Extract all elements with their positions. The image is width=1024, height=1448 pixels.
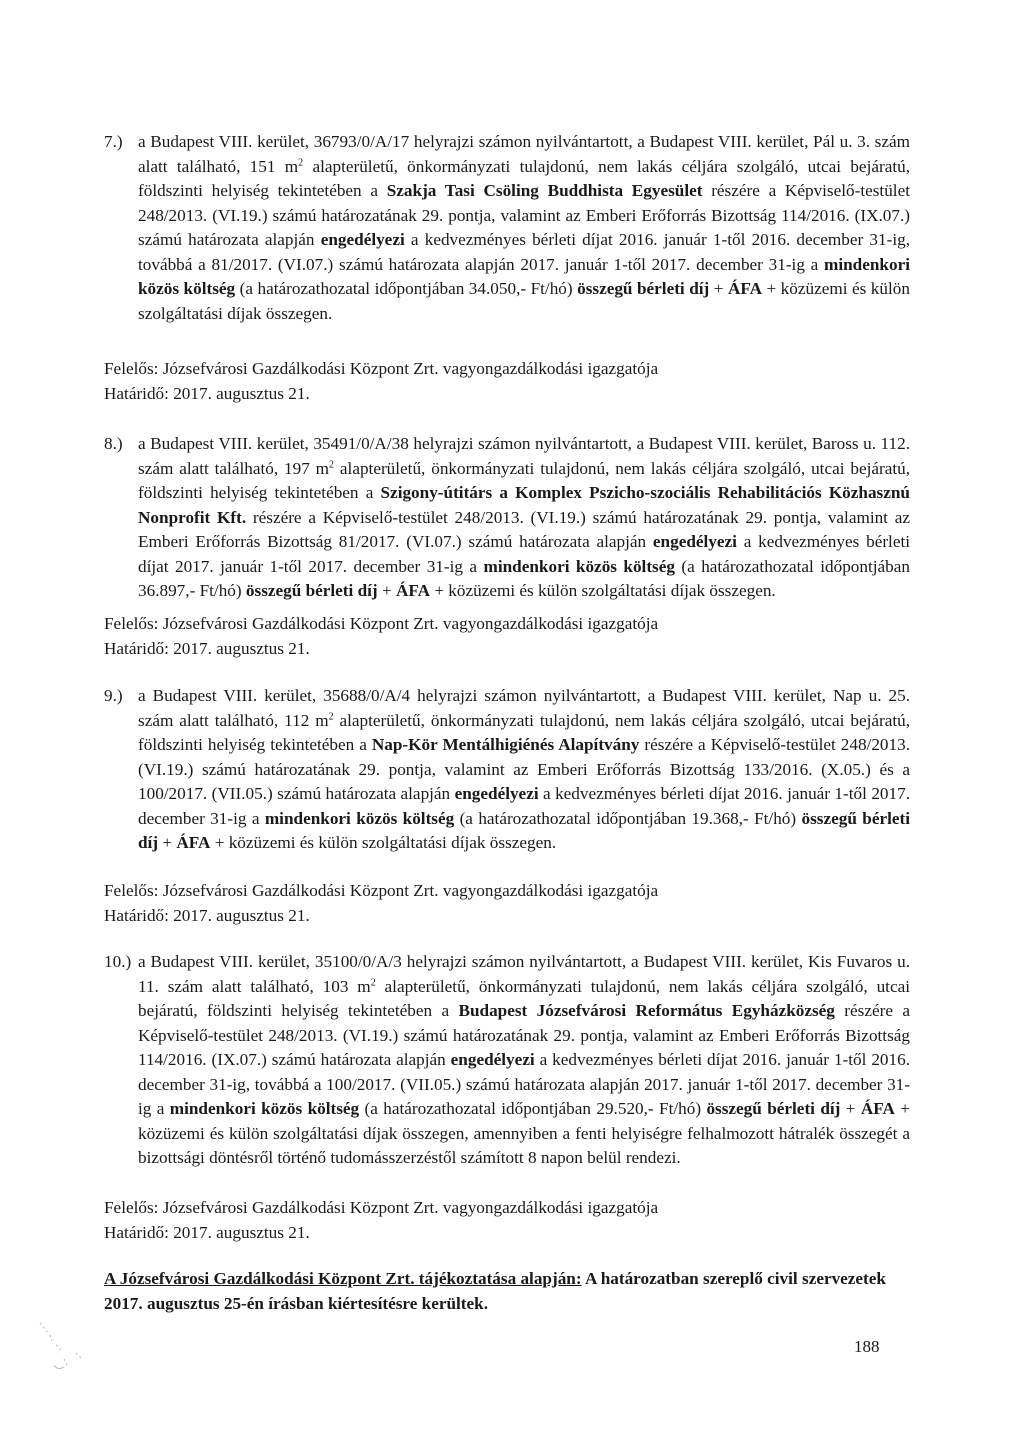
- item-number: 10.): [104, 952, 132, 971]
- text-run: a Budapest VIII. kerület, 35100/0/A/3 helyrajzi számon nyilvántartott, a Budapest VIII. kerület, Kis Fuvaros u. 11. szám alatt található, 103 m: [138, 952, 910, 996]
- bold-text-run: összegű bérleti díj: [706, 1099, 841, 1118]
- text-run: alapterületű, önkormányzati tulajdonú, nem lakás céljára szolgáló, utcai bejáratú, földszinti helyiség tekintetében a: [138, 458, 910, 502]
- item-text: [138, 684, 910, 856]
- bold-text-run: engedélyezi: [652, 532, 737, 551]
- text-run: részére a Képviselő-testület 248/2013. (VI.19.) számú határozatának 29. pontja, valamint az Emberi Erőforrás Bizottság 81/2017. (VI.07.) számú határozata alapján: [138, 507, 910, 551]
- text-run: (a határozathozatal időpontjában 36.897,- Ft/hó): [138, 556, 910, 600]
- text-run: +: [158, 833, 177, 852]
- deadline-line: Határidő: 2017. augusztus 21.: [104, 638, 310, 658]
- bold-text-run: összegű bérleti díj: [577, 279, 710, 298]
- item-text: [138, 130, 910, 326]
- item-number: 7.): [104, 132, 123, 151]
- note-text: A határozatban szereplő civil szervezetek 2017. augusztus 25-én írásban kiértesítésre kerültek.: [104, 1269, 886, 1313]
- text-run: a kedvezményes bérleti díjat 2016. január 1-től 2016. december 31-ig, továbbá a 100/2017. (VII.05.) számú határozata alapján 2017. január 1-től 2017. december 31-ig a: [138, 1050, 910, 1118]
- superscript: 2: [328, 710, 334, 722]
- scan-mark: [36, 1315, 106, 1375]
- bold-text-run: összegű bérleti díj: [245, 581, 378, 600]
- text-run: részére a Képviselő-testület 248/2013. (VI.19.) számú határozatának 29. pontja, valamint az Emberi Erőforrás Bizottság 114/2016. (IX.07.) számú határozata alapján: [138, 181, 910, 249]
- text-run: + közüzemi és külön szolgáltatási díjak összegen.: [138, 279, 910, 323]
- text-run: + közüzemi és külön szolgáltatási díjak összegen.: [210, 833, 557, 852]
- text-run: a Budapest VIII. kerület, 35688/0/A/4 helyrajzi számon nyilvántartott, a Budapest VIII. kerület, Nap u. 25. szám alatt található, 112 m: [138, 686, 910, 730]
- text-run: (a határozathozatal időpontjában 29.520,- Ft/hó): [359, 1099, 707, 1118]
- resolution-item-9: [104, 684, 910, 856]
- bold-text-run: mindenkori közös költség: [138, 254, 910, 298]
- resolution-item-8: [104, 432, 910, 604]
- bold-text-run: mindenkori közös költség: [169, 1099, 360, 1118]
- bold-text-run: ÁFA: [860, 1099, 895, 1118]
- text-run: +: [377, 581, 396, 600]
- text-run: alapterületű, önkormányzati tulajdonú, nem lakás céljára szolgáló, utcai bejáratú, földszinti helyiség tekintetében a: [138, 710, 910, 754]
- bold-text-run: ÁFA: [176, 833, 211, 852]
- item-number: 9.): [104, 686, 123, 705]
- superscript: 2: [370, 976, 376, 988]
- text-run: a Budapest VIII. kerület, 36793/0/A/17 helyrajzi számon nyilvántartott, a Budapest VIII. kerület, Pál u. 3. szám alatt található, 151 m: [138, 132, 910, 176]
- responsibility-block-7: [104, 357, 910, 406]
- bold-text-run: engedélyezi: [320, 230, 405, 249]
- text-run: a kedvezményes bérleti díjat 2016. január 1-től 2017. december 31-ig a: [138, 784, 910, 828]
- text-run: a kedvezményes bérleti díjat 2016. január 1-től 2016. december 31-ig, továbbá a 81/2017. (VI.07.) számú határozata alapján 2017. január 1-től 2017. december 31-ig a: [138, 230, 910, 274]
- bold-text-run: Nap-Kör Mentálhigiénés Alapítvány: [371, 735, 640, 754]
- text-run: részére a Képviselő-testület 248/2013. (VI.19.) számú határozatának 29. pontja, valamint az Emberi Erőforrás Bizottság 133/2016. (X.05.) és a 100/2017. (VII.05.) számú határozata alapján: [138, 735, 910, 803]
- bold-text-run: Szakja Tasi Csöling Buddhista Egyesület: [386, 181, 703, 200]
- bold-text-run: engedélyezi: [450, 1050, 535, 1069]
- text-run: +: [840, 1099, 861, 1118]
- bold-text-run: mindenkori közös költség: [483, 556, 675, 576]
- superscript: 2: [298, 156, 304, 168]
- note-source: A Józsefvárosi Gazdálkodási Központ Zrt. tájékoztatása alapján:: [104, 1269, 582, 1288]
- responsibility-block-10: [104, 1196, 910, 1245]
- text-run: alapterületű, önkormányzati tulajdonú, nem lakás céljára szolgáló, utcai bejáratú, földszinti helyiség tekintetében a: [138, 156, 910, 200]
- responsible-line: Felelős: Józsefvárosi Gazdálkodási Központ Zrt. vagyongazdálkodási igazgatója: [104, 1198, 659, 1217]
- bold-text-run: összegű bérleti díj: [138, 808, 910, 852]
- responsible-line: Felelős: Józsefvárosi Gazdálkodási Központ Zrt. vagyongazdálkodási igazgatója: [104, 359, 659, 378]
- text-run: alapterületű, önkormányzati tulajdonú, nem lakás céljára szolgáló, utcai bejáratú, földszinti helyiség tekintetében a: [138, 976, 910, 1020]
- item-number: 8.): [104, 434, 123, 453]
- responsibility-block-8: [104, 612, 910, 661]
- item-text: [138, 432, 910, 604]
- text-run: a Budapest VIII. kerület, 35491/0/A/38 helyrajzi számon nyilvántartott, a Budapest VIII. kerület, Baross u. 112. szám alatt található, 197 m: [138, 434, 910, 478]
- superscript: 2: [329, 458, 335, 470]
- bold-text-run: Budapest Józsefvárosi Református Egyházközség: [458, 1001, 835, 1020]
- resolution-item-10: [104, 950, 910, 1171]
- bold-text-run: ÁFA: [727, 279, 762, 298]
- text-run: részére a Képviselő-testület 248/2013. (VI.19.) számú határozatának 29. pontja, valamint az Emberi Erőforrás Bizottság 114/2016. (IX.07.) számú határozata alapján: [138, 1001, 910, 1069]
- bold-text-run: mindenkori közös költség: [264, 808, 455, 828]
- text-run: + közüzemi és külön szolgáltatási díjak összegen, amennyiben a fenti helyiségre felhalmozott hátralék összegét a bizottsági döntésről történő tudomásszerzéstől számított 8 napon belül rendezi.: [138, 1099, 910, 1167]
- bold-text-run: ÁFA: [395, 581, 431, 600]
- deadline-line: Határidő: 2017. augusztus 21.: [104, 383, 310, 403]
- text-run: (a határozathozatal időpontjában 34.050,- Ft/hó): [235, 279, 578, 298]
- bold-text-run: engedélyezi: [454, 784, 539, 803]
- text-run: a kedvezményes bérleti díjat 2017. január 1-től 2017. december 31-ig a: [138, 532, 911, 576]
- text-run: +: [709, 279, 728, 298]
- bold-text-run: Szigony-útitárs a Komplex Pszicho-szociális Rehabilitációs Közhasznú Nonprofit Kft.: [138, 483, 910, 527]
- responsible-line: Felelős: Józsefvárosi Gazdálkodási Központ Zrt. vagyongazdálkodási igazgatója: [104, 881, 659, 900]
- resolution-item-7: [104, 130, 910, 326]
- item-text: [138, 950, 910, 1171]
- deadline-line: Határidő: 2017. augusztus 21.: [104, 905, 310, 925]
- notification-note: [104, 1267, 894, 1316]
- responsible-line: Felelős: Józsefvárosi Gazdálkodási Központ Zrt. vagyongazdálkodási igazgatója: [104, 614, 659, 633]
- text-run: (a határozathozatal időpontjában 19.368,- Ft/hó): [454, 808, 802, 828]
- text-run: + közüzemi és külön szolgáltatási díjak összegen.: [430, 581, 776, 600]
- page-number: 188: [854, 1337, 880, 1356]
- responsibility-block-9: [104, 879, 910, 928]
- deadline-line: Határidő: 2017. augusztus 21.: [104, 1222, 310, 1242]
